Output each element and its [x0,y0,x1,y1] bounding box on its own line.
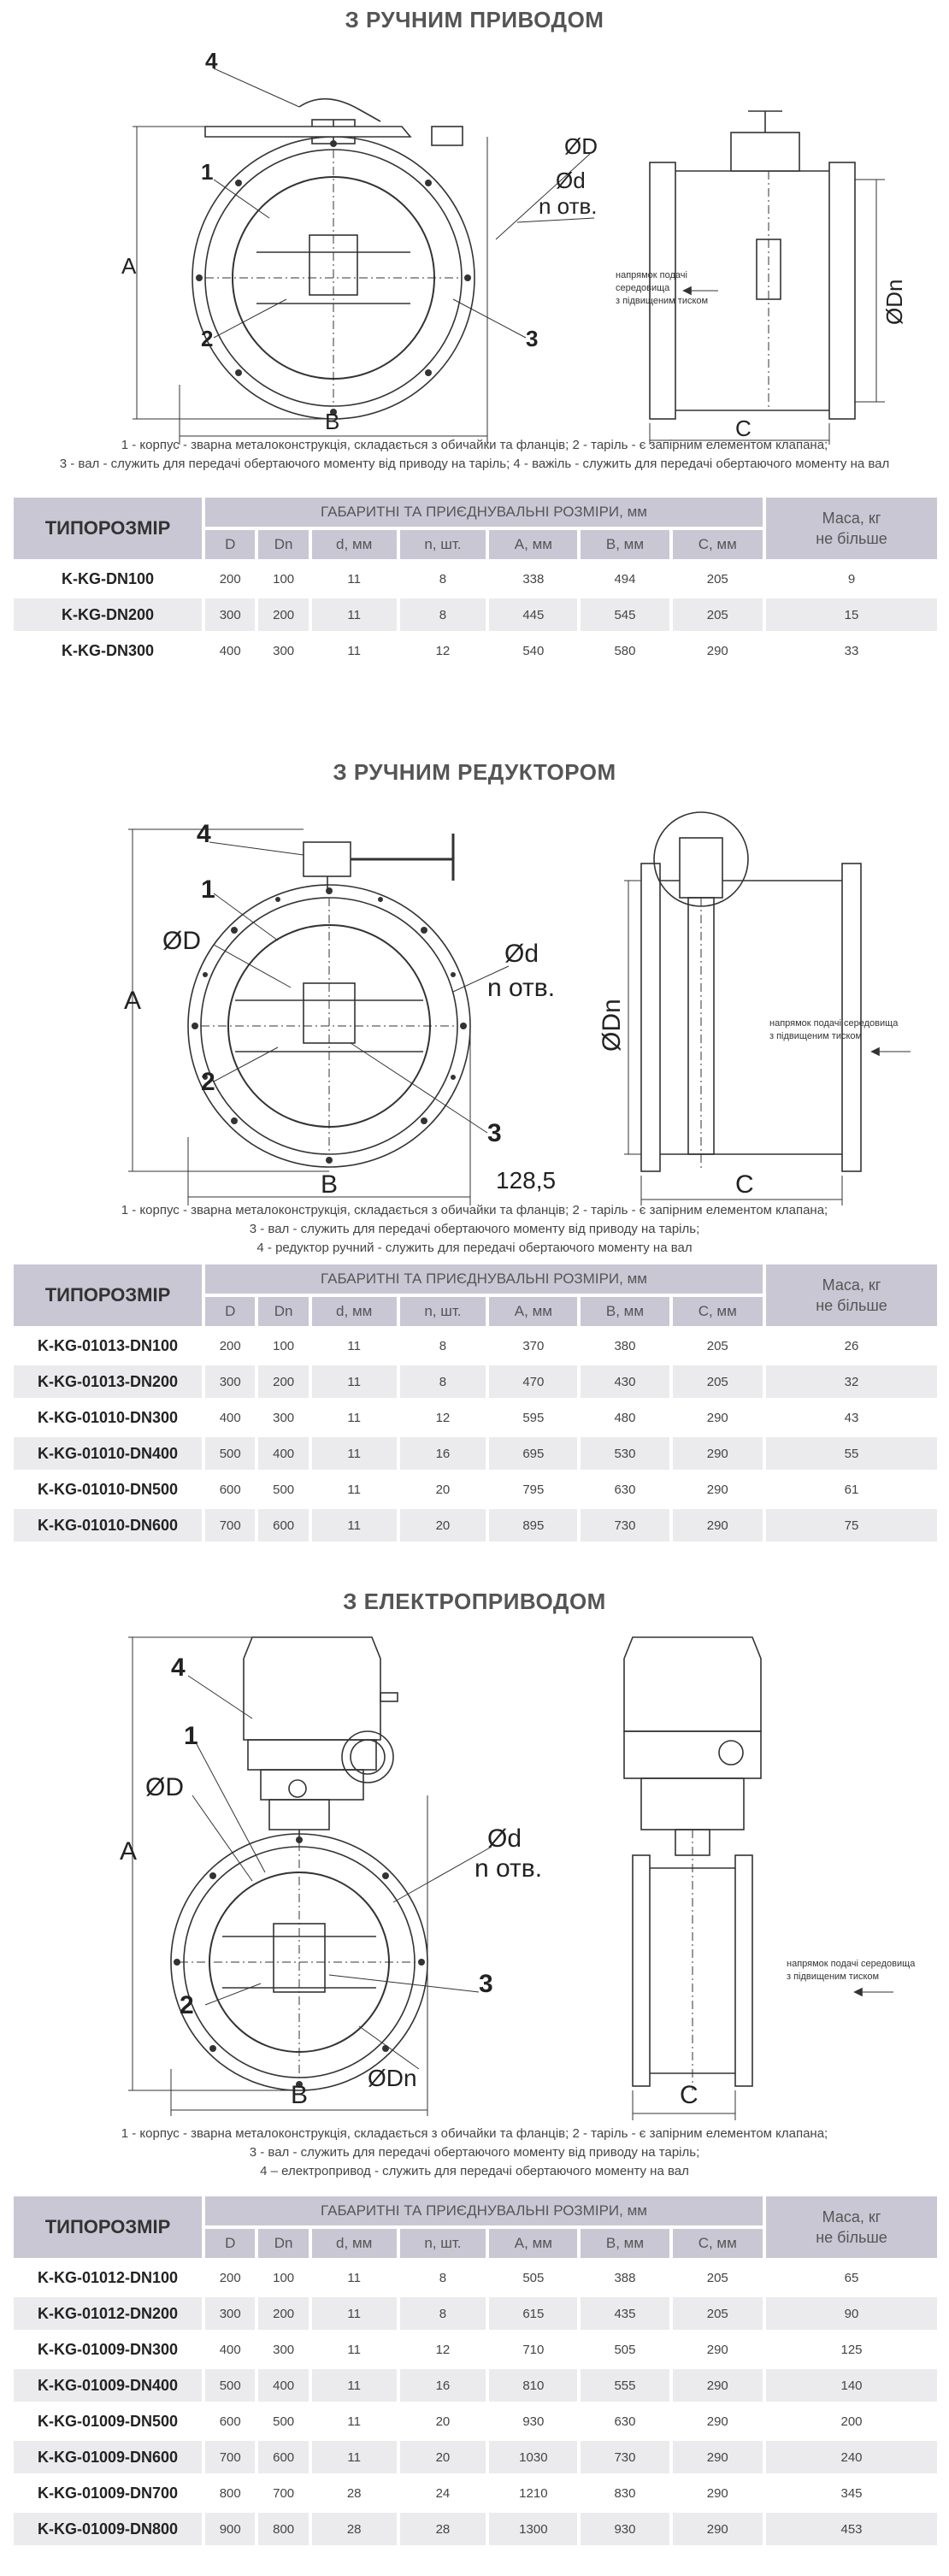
section-manual-gearbox [0,752,949,1565]
cell-code: K-KG-DN300 [61,641,155,659]
table-row [14,2405,937,2437]
cell-code: K-KG-01009-DN700 [37,2484,179,2502]
cell-code: K-KG-01010-DN500 [37,1480,179,1498]
table-row [14,2333,937,2366]
cell: 20 [400,1509,486,1541]
cell: 8 [400,598,486,631]
label-4: 4 [171,1653,186,1682]
section-electric [0,1582,949,2573]
th-mass-line: Маса, кг [822,510,881,527]
th-type: ТИПОРОЗМІР [14,2196,202,2258]
cell: 24 [435,2485,451,2501]
th-col: n, шт. [400,2229,486,2258]
label-odn: ØDn [881,279,907,325]
label-n-otv: n отв. [487,974,556,1002]
th-type: ТИПОРОЗМІР [14,1264,202,1326]
label-dim: 128,5 [496,1167,557,1194]
cell-code: K-KG-01009-DN500 [37,2412,179,2430]
th-col: B, мм [581,1297,669,1326]
cell: 830 [614,2485,636,2501]
drawing-svg [85,795,906,1197]
cell-mass: 61 [844,1482,859,1497]
cell-mass: 240 [766,2441,937,2473]
label-4: 4 [197,820,211,848]
cell: 800 [219,2485,241,2501]
cell: 615 [489,2297,577,2330]
cell-code: K-KG-01009-DN800 [14,2513,202,2545]
th-col: A, мм [489,2229,577,2258]
th-col: n, шт. [400,1297,486,1326]
technical-drawing-reducer [85,795,906,1197]
cell-code: K-KG-01009-DN300 [37,2340,179,2358]
cell: 445 [489,598,577,631]
cell-mass: 345 [840,2485,863,2501]
cell: 16 [400,1437,486,1470]
th-col: d, мм [312,1297,397,1326]
cell: 205 [706,1338,728,1353]
cell-mass: 15 [766,598,937,631]
label-a: A [120,1837,138,1866]
cell: 600 [219,2414,241,2429]
table-row [14,1509,937,1541]
cell: 11 [347,1482,361,1497]
cell: 795 [522,1482,545,1497]
cell: 11 [347,1338,361,1353]
cell-mass: 33 [844,643,859,658]
label-2: 2 [201,1068,215,1096]
table-row [14,2513,937,2545]
table-row [14,1401,937,1434]
cell: 16 [400,2369,486,2402]
cell: 8 [439,1338,447,1353]
cell-mass: 55 [766,1437,937,1470]
cell: 12 [435,643,451,658]
cell-mass: 26 [844,1338,859,1353]
cell: 290 [673,2513,763,2545]
cell: 530 [581,1437,669,1470]
legend-caption [51,436,898,474]
th-col: A, мм [489,530,577,559]
cell-mass: 125 [840,2342,863,2357]
cell: 12 [435,1410,451,1425]
cell: 900 [205,2513,255,2545]
cell: 930 [581,2513,669,2545]
cell: 300 [205,598,255,631]
th-group: ГАБАРИТНІ ТА ПРИЄДНУВАЛЬНІ РОЗМІРИ, мм [205,498,763,527]
legend-caption [51,2125,898,2181]
table-row [14,563,937,595]
label-c: C [735,416,752,441]
label-4: 4 [205,48,218,74]
th-col: D [205,1297,255,1326]
table-row [14,2441,937,2473]
cell: 205 [673,1365,763,1398]
cell: 730 [581,1509,669,1541]
th-col: C, мм [673,2229,763,2258]
cell: 11 [312,2297,397,2330]
th-col: C, мм [673,1297,763,1326]
th-col: d, мм [312,2229,397,2258]
cell: 600 [258,1509,308,1541]
cell-mass: 75 [766,1509,937,1541]
cell: 470 [489,1365,577,1398]
table-row [14,2477,937,2509]
th-mass [766,1264,937,1326]
cell: 580 [614,643,636,658]
cell: 8 [400,1365,486,1398]
spec-table-reducer [10,1261,940,1545]
cell: 300 [273,1410,295,1425]
cell: 205 [706,571,728,587]
cell: 630 [614,1482,636,1497]
cell-code: K-KG-01010-DN300 [37,1408,179,1426]
label-od: ØD [145,1773,184,1801]
cell: 710 [522,2342,545,2357]
label-od-small: Ød [556,168,586,193]
th-col: B, мм [581,530,669,559]
cell: 290 [706,2342,728,2357]
label-a: A [121,253,137,279]
cell: 205 [673,598,763,631]
flow-label-3: з підвищеним тиском [616,296,709,306]
table-row [14,1329,937,1362]
cell: 500 [273,2414,295,2429]
cell: 505 [614,2342,636,2357]
caption-line: 3 - вал - служить для передачі обертаючого моменту від приводу на таріль; [249,2145,700,2160]
cell: 11 [312,1509,397,1541]
cell: 200 [219,2270,241,2285]
cell: 400 [258,2369,308,2402]
cell: 200 [258,2297,308,2330]
cell: 730 [581,2441,669,2473]
cell: 200 [258,598,308,631]
cell: 11 [347,643,361,658]
cell: 388 [614,2270,636,2285]
cell: 400 [219,643,241,658]
cell-code: K-KG-DN200 [14,598,202,631]
cell: 8 [439,2270,447,2285]
label-n-otv: n отв. [539,193,598,219]
table-row [14,1473,937,1506]
cell-code: K-KG-DN100 [61,569,155,587]
th-group: ГАБАРИТНІ ТА ПРИЄДНУВАЛЬНІ РОЗМІРИ, мм [205,1264,763,1294]
cell: 205 [673,2297,763,2330]
label-3: 3 [479,1970,493,1998]
table-row [14,1437,937,1470]
cell: 895 [489,1509,577,1541]
drawing-svg [85,43,907,441]
cell: 555 [581,2369,669,2402]
cell: 370 [522,1338,545,1353]
cell: 8 [439,571,447,587]
label-od-small: Ød [487,1824,522,1853]
cell: 11 [312,1365,397,1398]
cell: 28 [346,2485,362,2501]
flow-label-2: середовища [616,283,670,293]
cell: 380 [614,1338,636,1353]
label-1: 1 [184,1722,198,1750]
label-1: 1 [201,159,214,185]
caption-line: 4 - редуктор ручний - служить для передачі обертаючого моменту на вал [256,1241,693,1255]
label-odn: ØDn [598,999,626,1052]
table-row [14,598,937,631]
caption-line: 1 - корпус - зварна металоконструкція, складається з обичайки та фланців; 2 - таріль - є запірним елементом клапана; [121,1203,828,1217]
flow-label-2: з підвищеним тиском [787,1972,880,1982]
cell: 300 [273,2342,295,2357]
cell: 500 [205,1437,255,1470]
cell: 500 [205,2369,255,2402]
label-odn: ØDn [368,2065,417,2091]
cell: 700 [273,2485,295,2501]
cell-mass: 453 [766,2513,937,2545]
table-row [14,2369,937,2402]
cell: 290 [673,1437,763,1470]
th-mass-line: не більше [816,1297,887,1314]
cell: 494 [614,571,636,587]
cell: 290 [706,1482,728,1497]
table-row [14,634,937,667]
cell: 290 [706,1410,728,1425]
cell-mass: 32 [766,1365,937,1398]
label-3: 3 [487,1119,502,1147]
spec-table-electric [10,2193,940,2549]
th-col: B, мм [581,2229,669,2258]
caption-line: 3 - вал - служить для передачі обертаючого моменту від приводу на таріль; 4 - важіль - служить для передачі обертаючого моменту на вал [59,457,890,471]
cell: 200 [219,1338,241,1353]
drawing-svg [85,1624,916,2109]
cell: 20 [400,2441,486,2473]
caption-line: 3 - вал - служить для передачі обертаючого моменту від приводу на таріль; [249,1222,700,1236]
flow-label-1: напрямок подачі середовища [769,1018,899,1029]
label-b: B [325,409,340,434]
cell: 11 [347,2342,361,2357]
th-mass-line: Маса, кг [822,1276,881,1294]
cell: 12 [435,2342,451,2357]
cell: 11 [312,1437,397,1470]
spec-table-manual [10,494,940,670]
cell: 100 [273,1338,295,1353]
table-row [14,1365,937,1398]
th-col: D [205,530,255,559]
section-title: З ЕЛЕКТРОПРИВОДОМ [343,1589,606,1614]
label-od: ØD [564,133,598,159]
cell-code: K-KG-01013-DN100 [37,1336,179,1354]
label-n-otv: n отв. [474,1854,543,1883]
cell: 400 [219,2342,241,2357]
cell: 810 [489,2369,577,2402]
flow-label-1: напрямок подачі середовища [787,1959,916,1969]
cell-mass: 140 [766,2369,937,2402]
th-mass-line: Маса, кг [822,2208,881,2225]
th-mass-line: не більше [816,530,887,547]
table-row [14,2297,937,2330]
cell: 100 [273,2270,295,2285]
label-c: C [735,1170,754,1199]
cell: 300 [205,1365,255,1398]
th-col: d, мм [312,530,397,559]
cell: 400 [219,1410,241,1425]
cell: 100 [273,571,295,587]
cell: 11 [312,2369,397,2402]
cell: 545 [581,598,669,631]
cell: 11 [312,598,397,631]
caption-line: 1 - корпус - зварна металоконструкція, складається з обичайки та фланців; 2 - таріль - є запірним елементом клапана; [121,438,828,452]
th-type: ТИПОРОЗМІР [14,498,202,559]
cell-mass: 65 [844,2270,859,2285]
th-col: n, шт. [400,530,486,559]
cell: 290 [673,2369,763,2402]
technical-drawing-electric [85,1624,916,2109]
cell: 1210 [519,2485,548,2501]
cell: 11 [312,2441,397,2473]
table-row [14,2261,937,2294]
cell: 290 [706,2414,728,2429]
cell-code: K-KG-01012-DN200 [14,2297,202,2330]
cell: 630 [614,2414,636,2429]
section-title: З РУЧНИМ РЕДУКТОРОМ [333,759,616,785]
label-c: C [680,2081,698,2109]
cell: 600 [219,1482,241,1497]
cell: 435 [581,2297,669,2330]
flow-label-1: напрямок подачі [616,270,687,280]
th-col: D [205,2229,255,2258]
section-manual-lever [0,0,949,684]
cell: 11 [347,1410,361,1425]
label-b: B [321,1170,339,1199]
th-col: Dn [258,1297,308,1326]
cell: 290 [673,1509,763,1541]
cell: 200 [258,1365,308,1398]
cell: 290 [706,643,728,658]
cell: 500 [273,1482,295,1497]
cell: 1300 [489,2513,577,2545]
cell: 400 [258,1437,308,1470]
cell-code: K-KG-01010-DN400 [14,1437,202,1470]
cell-code: K-KG-01012-DN100 [37,2268,179,2286]
label-1: 1 [201,875,215,904]
th-mass [766,498,937,559]
cell-code: K-KG-01010-DN600 [14,1509,202,1541]
cell-code: K-KG-01009-DN400 [14,2369,202,2402]
cell-mass: 90 [766,2297,937,2330]
cell: 205 [706,2270,728,2285]
th-col: Dn [258,530,308,559]
label-2: 2 [180,1991,194,2019]
cell: 700 [205,2441,255,2473]
cell: 700 [205,1509,255,1541]
label-od: ØD [162,927,201,955]
cell: 430 [581,1365,669,1398]
section-title: З РУЧНИМ ПРИВОДОМ [345,7,604,32]
cell: 480 [614,1410,636,1425]
cell: 290 [673,2441,763,2473]
cell: 28 [400,2513,486,2545]
cell: 28 [312,2513,397,2545]
cell: 11 [347,571,361,587]
cell: 540 [522,643,545,658]
label-a: A [124,987,142,1015]
cell: 8 [400,2297,486,2330]
cell: 11 [347,2270,361,2285]
cell: 930 [522,2414,545,2429]
label-od-small: Ød [504,940,539,968]
cell: 300 [273,643,295,658]
caption-line: 1 - корпус - зварна металоконструкція, складається з обичайки та фланців; 2 - таріль - є запірним елементом клапана; [121,2126,828,2141]
cell: 1030 [489,2441,577,2473]
cell-mass: 43 [844,1410,859,1425]
cell: 290 [706,2485,728,2501]
cell: 595 [522,1410,545,1425]
label-3: 3 [526,326,539,351]
th-mass [766,2196,937,2258]
th-group: ГАБАРИТНІ ТА ПРИЄДНУВАЛЬНІ РОЗМІРИ, мм [205,2196,763,2225]
cell: 20 [435,2414,451,2429]
caption-line: 4 – електропривод - служить для передачі обертаючого моменту на вал [260,2164,689,2178]
cell: 695 [489,1437,577,1470]
cell-mass: 200 [840,2414,863,2429]
cell-mass: 9 [847,571,856,587]
cell: 800 [258,2513,308,2545]
th-mass-line: не більше [816,2229,887,2246]
technical-drawing-manual [85,43,907,441]
cell: 338 [522,571,545,587]
th-col: C, мм [673,530,763,559]
cell-code: K-KG-01013-DN200 [14,1365,202,1398]
legend-caption [51,1201,898,1258]
cell: 600 [258,2441,308,2473]
cell: 11 [347,2414,361,2429]
cell: 200 [219,571,241,587]
cell-code: K-KG-01009-DN600 [14,2441,202,2473]
label-2: 2 [201,326,214,351]
cell: 20 [435,1482,451,1497]
th-col: Dn [258,2229,308,2258]
flow-label-2: з підвищеним тиском [769,1031,863,1041]
label-b: B [291,2081,309,2109]
cell: 505 [522,2270,545,2285]
cell: 300 [205,2297,255,2330]
th-col: A, мм [489,1297,577,1326]
